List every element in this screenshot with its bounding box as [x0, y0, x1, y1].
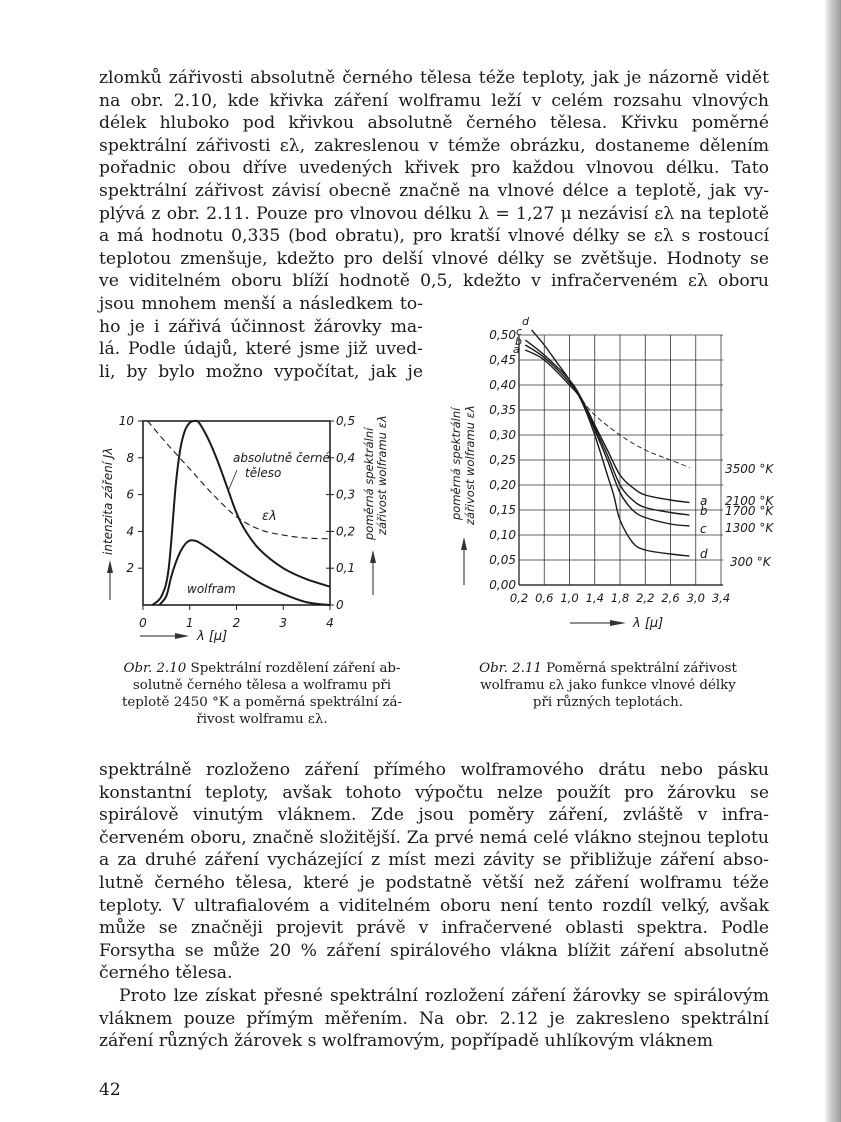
- temperature-label: 1300 °K: [725, 521, 774, 535]
- page-number: 42: [99, 1080, 121, 1100]
- series-line-a: [525, 350, 689, 503]
- text-line: spektrálně rozloženo záření přímého wolframového drátu nebo pásku: [99, 760, 769, 780]
- y-tick-label: 0,00: [489, 578, 516, 592]
- annotation-leader: [229, 470, 237, 489]
- y2-axis-label-1: poměrná spektrální: [362, 427, 376, 540]
- curve-letter-end-a: a: [700, 494, 708, 508]
- series-line-ελ: [148, 421, 330, 539]
- text-line: ve viditelném oboru blíží hodnotě 0,5, kdežto v infračerveném ελ oboru: [99, 271, 769, 292]
- series-line-absolutně-černé-těleso: [152, 421, 330, 605]
- curve-letter-start-d: d: [522, 315, 529, 328]
- y2-tick-label: 0,3: [336, 487, 356, 502]
- y-tick-label: 0,35: [489, 403, 516, 417]
- x-axis-label: λ [μ]: [197, 629, 228, 644]
- text-line: červeném oboru, značně složitější. Za prvé nemá celé vlákno stejnou teplotu: [99, 827, 769, 848]
- y-axis-label: intenzita záření Jλ: [101, 447, 115, 555]
- text-line: spirálově vinutým vláknem. Zde jsou poměry záření, zvláště v infra-: [99, 805, 769, 826]
- x-axis-arrowhead: [610, 620, 626, 626]
- x-tick-label: 2: [232, 616, 241, 630]
- y-tick-label: 0,30: [489, 428, 516, 442]
- x-tick-label: 1: [185, 616, 194, 630]
- y2-tick-label: 0,5: [336, 414, 356, 428]
- text-line: plývá z obr. 2.11. Pouze pro vlnovou délku λ = 1,27 μ nezávisí ελ na teplotě: [99, 203, 769, 224]
- text-line: a za druhé záření vycházející z míst mezi závity se přibližuje záření abso-: [99, 850, 769, 871]
- y-tick-label: 2: [126, 561, 134, 576]
- y-tick-label: 4: [126, 524, 134, 539]
- curve-letter-end-d: d: [700, 547, 708, 561]
- curve-letter-end-b: b: [700, 504, 708, 518]
- temperature-label: 2100 °K: [725, 494, 774, 508]
- text-line: spektrální zářivost závisí obecně značně na vlnové délce a teplotě, jak vy-: [99, 180, 769, 201]
- y-axis-label-1: poměrná spektrální: [449, 407, 463, 520]
- y2-tick-label: 0,4: [336, 450, 356, 465]
- x-axis-label: λ [μ]: [633, 616, 664, 631]
- x-tick-label: 1,0: [560, 591, 579, 605]
- curve-letter-end-c: c: [700, 522, 707, 536]
- y-tick-label: 6: [126, 487, 134, 502]
- y-tick-label: 0,45: [489, 353, 516, 367]
- y-axis-label-2: zářivost wolframu ελ: [463, 405, 477, 525]
- y-tick-label: 0,20: [489, 478, 516, 492]
- paragraph-bottom: [99, 759, 769, 985]
- page-edge-shadow: [825, 0, 841, 1122]
- y2-axis-arrowhead: [370, 550, 376, 563]
- annotation-wolfram: wolfram: [187, 582, 236, 596]
- paragraph-narrow: [99, 293, 423, 383]
- text-line: ho je i zářivá účinnost žárovky ma-: [99, 316, 423, 337]
- caption-figure-2-11: Obr. 2.11 Poměrná spektrální zářivost wolframu ελ jako funkce vlnové délky při různých teplotách.: [479, 661, 737, 710]
- text-line: může se značněji projevit právě v infračervené oblasti spektra. Podle: [99, 918, 769, 939]
- series-line-wolfram: [159, 540, 330, 605]
- x-tick-label: 1,8: [610, 591, 630, 605]
- text-line: délek hluboko pod křivkou absolutně černého tělesa. Křivku poměrné: [99, 113, 769, 134]
- text-line: Forsytha se může 20 % záření spirálového vlákna blížit záření absolutně: [99, 940, 769, 961]
- text-line: zlomků zářivosti absolutně černého tělesa téže teploty, jak je názorně vidět: [99, 68, 769, 88]
- paragraph-top: [99, 67, 769, 293]
- y-axis-arrowhead: [461, 537, 467, 550]
- temperature-label: 300 °K: [730, 555, 771, 569]
- text-line: teploty. V ultrafialovém a viditelném oboru není tento rozdíl velký, avšak: [99, 895, 769, 916]
- caption-figure-2-10: Obr. 2.10 Spektrální rozdělení záření ab- solutně černého tělesa a wolframu při teplotě 2450 °K a poměrná spektrální zá- řivost wolframu ελ.: [121, 661, 403, 727]
- x-tick-label: 0,2: [509, 591, 529, 605]
- text-line: li, by bylo možno vypočítat, jak je: [99, 361, 423, 382]
- series-line-c: [525, 340, 689, 526]
- x-tick-label: 3: [279, 616, 288, 630]
- x-tick-label: 3,4: [711, 591, 731, 605]
- text-line: záření různých žárovek s wolframovým, popřípadě uhlíkovým vláknem: [99, 1031, 714, 1052]
- y-tick-label: 0,15: [489, 503, 516, 517]
- y-tick-label: 0,25: [489, 453, 516, 467]
- text-line: pořadnic obou dříve uvedených křivek pro každou vlnovou délku. Tato: [99, 158, 769, 179]
- y2-tick-label: 0,1: [336, 561, 356, 576]
- y-tick-label: 10: [118, 414, 134, 428]
- annotation-teleso: těleso: [245, 466, 282, 480]
- text-line: černého tělesa.: [99, 963, 233, 984]
- x-tick-label: 0,6: [535, 591, 554, 605]
- x-tick-label: 0: [139, 616, 147, 630]
- caption-fig-label: Obr. 2.11: [479, 661, 542, 676]
- x-tick-label: 2,6: [661, 591, 680, 605]
- text-line: lutně černého tělesa, které je podstatně větší než záření wolframu téže: [99, 872, 769, 893]
- x-tick-label: 3,0: [686, 591, 705, 605]
- text-line: jsou mnohem menší a následkem to-: [99, 294, 423, 314]
- caption-fig-label: Obr. 2.10: [123, 661, 187, 676]
- x-tick-label: 4: [326, 616, 334, 630]
- y-axis-arrowhead: [107, 560, 113, 573]
- text-line: lá. Podle údajů, které jsme již uved-: [99, 339, 423, 360]
- text-line: na obr. 2.10, kde křivka záření wolframu leží v celém rozsahu vlnových: [99, 90, 769, 111]
- y2-tick-label: 0,2: [336, 524, 356, 539]
- x-tick-label: 2,2: [636, 591, 655, 605]
- text-line: Proto lze získat přesné spektrální rozložení záření žárovky se spirálovým: [119, 986, 769, 1006]
- curve-letter-start-b: b: [515, 335, 522, 348]
- text-line: teplotou zmenšuje, kdežto pro delší vlnové délky se zvětšuje. Hodnoty se: [99, 248, 769, 269]
- temperature-label: 3500 °K: [725, 462, 774, 476]
- text-line: a má hodnotu 0,335 (bod obratu), pro kratší vlnové délky se ελ s rostoucí: [99, 226, 769, 247]
- x-axis-arrowhead: [175, 633, 189, 639]
- curve-letter-start-c: c: [516, 325, 523, 338]
- temperature-label: 1700 °K: [725, 504, 774, 518]
- text-line: spektrální zářivosti ελ, zakreslenou v témže obrázku, dostaneme dělením: [99, 135, 769, 156]
- y-tick-label: 8: [126, 450, 134, 465]
- annotation-absolutne-cerne: absolutně černé: [233, 451, 330, 465]
- curve-letter-start-a: a: [513, 343, 520, 356]
- figure-2-11-chart: [440, 310, 785, 650]
- paragraph-last: [99, 985, 769, 1053]
- x-tick-label: 1,4: [585, 591, 604, 605]
- y-tick-label: 0,40: [489, 378, 516, 392]
- series-line-d: [532, 330, 690, 556]
- series-line-b: [525, 345, 689, 515]
- y2-axis-label-2: zářivost wolframu ελ: [375, 415, 389, 535]
- y-tick-label: 0,10: [489, 528, 516, 542]
- y-tick-label: 0,05: [489, 553, 516, 567]
- annotation-epsilon: ελ: [262, 509, 277, 524]
- text-line: vláknem pouze přímým měřením. Na obr. 2.12 je zakresleno spektrální: [99, 1008, 769, 1029]
- text-line: konstantní teploty, avšak tohoto výpočtu nelze použít pro žárovku se: [99, 782, 769, 803]
- figure-2-10-chart: [95, 400, 415, 650]
- y-tick-label: 0,50: [489, 328, 516, 342]
- y2-tick-label: 0: [336, 598, 344, 612]
